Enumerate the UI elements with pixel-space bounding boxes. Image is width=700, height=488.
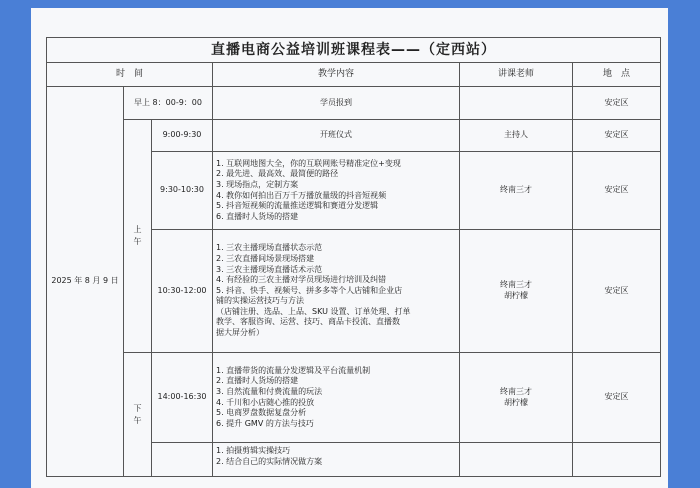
content-line: 6. 直播时人货场的搭建 [216,211,299,221]
content-line: 1. 拍摄剪辑实操技巧 [216,446,291,455]
teacher-cell [460,443,573,477]
teacher-cell [460,87,573,120]
header-location: 地 点 [573,63,661,87]
location-cell: 安定区 [573,120,661,152]
content-line: 1. 互联网地图大全，你的互联网账号精准定位+变现 [216,158,401,168]
header-content: 教学内容 [213,63,460,87]
content-line: 2. 最先进、最高效、最简便的路径 [216,169,339,179]
content-line: 5. 抖音、快手、视频号、拼多多等个人店铺和企业店 [216,285,403,295]
content-line: 6. 提升 GMV 的方法与技巧 [216,418,314,428]
table-row [47,120,661,152]
schedule-title: 直播电商公益培训班课程表——（定西站） [47,38,661,63]
period-char: 午 [133,415,142,425]
content-line: 铺的实操运营技巧与方法 [216,296,304,306]
content-cell: 开班仪式 [213,120,460,152]
teacher-cell: 主持人 [460,120,573,152]
content-line: 3. 三农主播现场直播话术示范 [216,264,323,274]
period-morning [124,120,152,353]
content-line: 4. 有经验的三农主播对学员现场进行培训及纠错 [216,275,387,285]
time-cell [152,443,213,477]
teacher-name: 胡柠檬 [504,397,528,407]
date-cell: 2025 年 8 月 9 日 [47,87,124,477]
content-cell [213,152,460,230]
teacher-cell [460,230,573,353]
teacher-cell: 终南三才 [460,152,573,230]
period-char: 下 [133,403,142,413]
period-char: 午 [133,237,142,246]
location-cell [573,443,661,477]
content-line: 3. 现场指点，定制方案 [216,179,299,189]
schedule-document [31,8,668,488]
teacher-name: 终南三才 [500,386,532,396]
content-cell [213,353,460,443]
period-char: 上 [133,225,142,234]
location-cell: 安定区 [573,87,661,120]
content-line: 3. 自然流量和付费流量的玩法 [216,386,323,396]
content-line: 4. 教你如何拍出百万千万播放量级的抖音短视频 [216,190,387,200]
content-line: 2. 三农直播间场景现场搭建 [216,253,315,263]
content-line: （店铺注册、选品、上品、SKU 设置、订单处理、打单 [216,306,411,316]
schedule-table [46,37,661,477]
content-line: 据大屏分析） [216,328,264,338]
location-cell: 安定区 [573,152,661,230]
location-cell: 安定区 [573,353,661,443]
table-row [47,353,661,443]
header-teacher: 讲课老师 [460,63,573,87]
content-cell [213,443,460,477]
content-line: 5. 抖音短视频的流量推送逻辑和赛道分发逻辑 [216,201,379,211]
content-line: 2. 直播时人货场的搭建 [216,376,299,386]
content-line: 教学、客服咨询、运营、技巧、商品卡投流、直播数 [216,317,400,327]
time-cell: 9:00-9:30 [152,120,213,152]
content-line: 2. 结合自己的实际情况做方案 [216,456,323,466]
table-row [47,87,661,120]
time-cell: 10:30-12:00 [152,230,213,353]
time-cell: 14:00-16:30 [152,353,213,443]
header-row [47,63,661,87]
header-time: 时 间 [47,63,213,87]
content-line: 1. 直播带货的流量分发逻辑及平台流量机制 [216,365,371,375]
content-line: 1. 三农主播现场直播状态示范 [216,243,323,253]
content-cell: 学员报到 [213,87,460,120]
teacher-cell [460,353,573,443]
teacher-name: 终南三才 [500,280,532,290]
time-cell: 早上 8：00-9：00 [124,87,213,120]
period-afternoon [124,353,152,477]
time-cell: 9:30-10:30 [152,152,213,230]
content-line: 5. 电商罗盘数据复盘分析 [216,408,307,418]
teacher-name: 胡柠檬 [504,291,528,300]
content-line: 4. 千川和小店随心推的投放 [216,397,315,407]
content-cell [213,230,460,353]
location-cell: 安定区 [573,230,661,353]
